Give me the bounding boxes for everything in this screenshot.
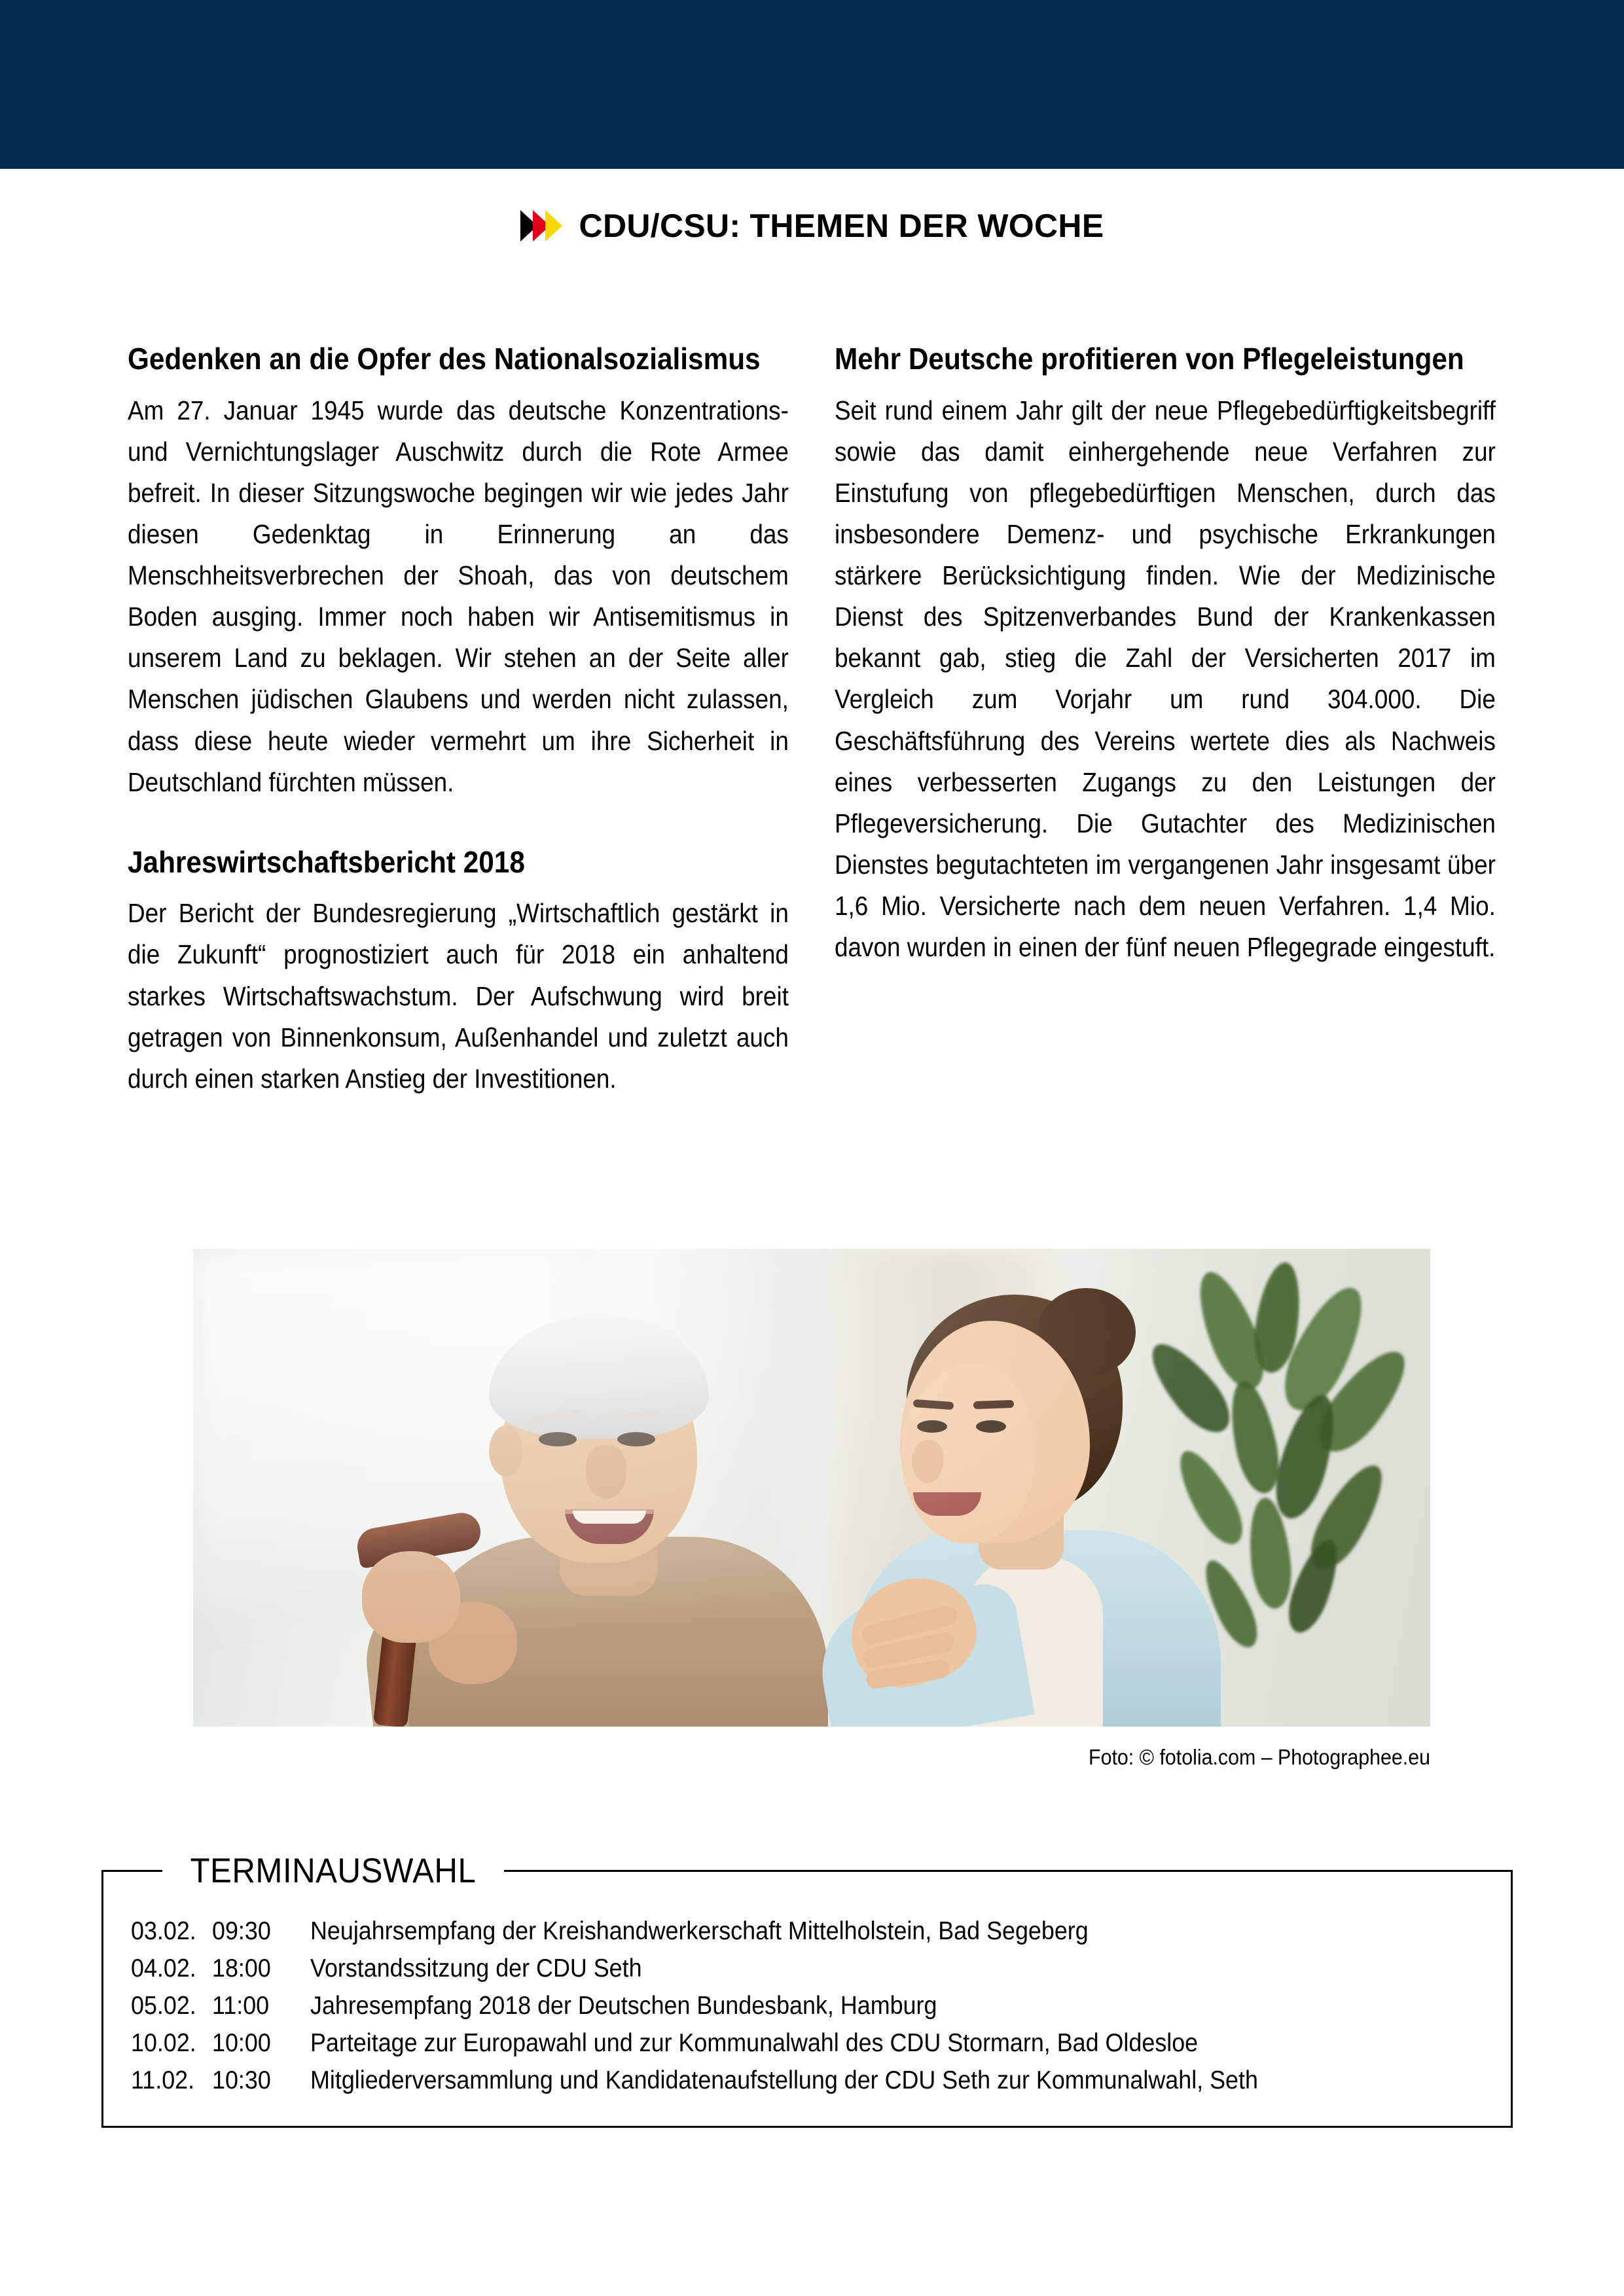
photo-caption: Foto: © fotolia.com – Photographee.eu <box>1089 1745 1430 1769</box>
termin-time: 11:00 <box>212 1991 270 2020</box>
top-banner <box>0 0 1624 169</box>
termin-title: Jahresempfang 2018 der Deutschen Bundesbank, Hamburg <box>310 1991 937 2020</box>
termin-legend: TERMINAUSWAHL <box>190 1852 477 1890</box>
photo-man-hand-upper <box>362 1551 460 1643</box>
left-column <box>128 340 789 1100</box>
article-columns <box>128 340 1502 1100</box>
termin-time: 18:00 <box>212 1954 271 1982</box>
termin-date: 05.02. <box>131 1991 196 2020</box>
photo-woman-eye <box>976 1420 1006 1433</box>
termin-time: 09:30 <box>212 1917 271 1945</box>
chevron-right-gold-icon <box>545 210 562 242</box>
termin-row[interactable] <box>131 1913 1511 1950</box>
termin-date: 11.02. <box>131 2066 195 2094</box>
photo-man-ear <box>489 1426 523 1477</box>
photo-scene <box>193 1249 1430 1727</box>
article-body-pflegeleistungen: Seit rund einem Jahr gilt der neue Pflegebedürftigkeitsbegriff sowie das damit einhergehende neue Verfahren zur Einstufung von pflegebedürftigen Menschen, durch das insbesondere Demenz- und psychische Erkrankungen stärkere Berücksichtigung finden. Wie der Medizinische Dienst des Spitzenverbandes Bund der Krankenkassen bekannt gab, stieg die Zahl der Versicherten 2017 im Vergleich zum Vorjahr um rund 304.000. Die Geschäftsführung des Vereins wertete dies als Nachweis eines verbesserten Zugangs zu den Leistungen der Pflegeversicherung. Die Gutachter des Medizinischen Dienstes begutachteten im vergangenen Jahr insgesamt über 1,6 Mio. Versicherte nach dem neuen Verfahren. 1,4 Mio. davon wurden in einen der fünf neuen Pflegegrade eingestuft. <box>835 395 1496 963</box>
article-body-jahreswirtschaftsbericht: Der Bericht der Bundesregierung „Wirtschaftlich gestärkt in die Zukunft“ prognostiziert auch für 2018 ein anhaltend starkes Wirtschaftswachstum. Der Aufschwung wird breit getragen von Binnenkonsum, Außenhandel und zuletzt auch durch einen starken Anstieg der Investitionen. <box>128 898 789 1094</box>
termin-title: Neujahrsempfang der Kreishandwerkerschaft Mittelholstein, Bad Segeberg <box>310 1917 1089 1945</box>
masthead <box>0 196 1624 255</box>
photo-man-eye <box>539 1432 577 1446</box>
termin-title: Vorstandssitzung der CDU Seth <box>310 1954 642 1982</box>
termin-row[interactable] <box>131 1950 1511 1988</box>
termin-date: 04.02. <box>131 1954 196 1982</box>
termin-date: 03.02. <box>131 1917 196 1945</box>
termin-date: 10.02. <box>131 2028 196 2057</box>
right-column <box>835 340 1496 1100</box>
termin-time: 10:00 <box>212 2028 271 2057</box>
termin-row[interactable] <box>131 1988 1511 2025</box>
photo-woman-eye <box>917 1420 947 1433</box>
photo-woman-brow <box>973 1400 1014 1409</box>
termin-box <box>101 1851 1513 2128</box>
article-heading-jahreswirtschaftsbericht: Jahreswirtschaftsbericht 2018 <box>128 844 525 879</box>
article-body-nationalsozialismus: Am 27. Januar 1945 wurde das deutsche Konzentrations- und Vernichtungslager Auschwitz durch die Rote Armee befreit. In dieser Sitzungswoche begingen wir wie jedes Jahr diesen Gedenktag in Erinnerung an das Menschheitsverbrechen der Shoah, das von deutschem Boden ausging. Immer noch haben wir Antisemitismus in unserem Land zu beklagen. Wir stehen an der Seite aller Menschen jüdischen Glaubens und werden nicht zulassen, dass diese heute wieder vermehrt um ihre Sicherheit in Deutschland fürchten müssen. <box>128 395 789 797</box>
termin-title: Mitgliederversammlung und Kandidatenaufstellung der CDU Seth zur Kommunalwahl, Seth <box>310 2066 1258 2094</box>
photo-man-teeth <box>573 1511 646 1524</box>
termin-row[interactable] <box>131 2025 1511 2062</box>
termin-row[interactable] <box>131 2062 1511 2100</box>
chevron-triple-icon <box>520 210 562 242</box>
termin-time: 10:30 <box>212 2066 271 2094</box>
photo-man-eye <box>617 1432 655 1446</box>
masthead-title: CDU/CSU: THEMEN DER WOCHE <box>579 207 1104 244</box>
termin-title: Parteitage zur Europawahl und zur Kommunalwahl des CDU Stormarn, Bad Oldesloe <box>310 2028 1199 2057</box>
article-photo <box>193 1249 1430 1727</box>
photo-woman-nose <box>912 1440 943 1483</box>
photo-man-nose <box>586 1445 626 1499</box>
termin-list <box>103 1913 1511 2100</box>
article-heading-pflegeleistungen: Mehr Deutsche profitieren von Pflegeleistungen <box>835 342 1464 376</box>
article-heading-nationalsozialismus: Gedenken an die Opfer des Nationalsozialismus <box>128 342 761 376</box>
